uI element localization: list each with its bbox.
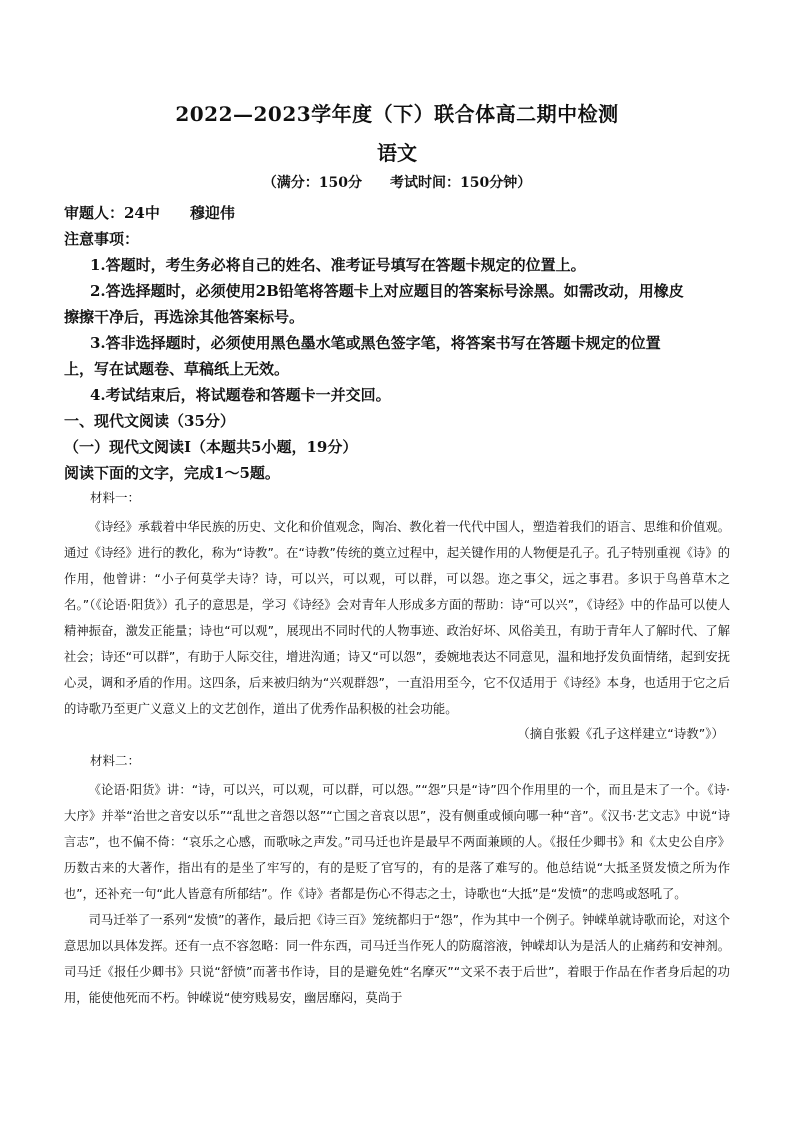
score-time-line xyxy=(0,172,794,192)
reviewer-name: 穆迎伟 xyxy=(189,204,235,222)
note-item-4: 4.考试结束后，将试题卷和答题卡一并交回。 xyxy=(90,386,391,404)
exam-time: 考试时间：150分钟） xyxy=(390,175,532,191)
section-subheading: （一）现代文阅读Ⅰ（本题共5小题，19分） xyxy=(64,438,358,456)
material-1-source: （摘自张毅《孔子这样建立“诗教”》） xyxy=(517,726,724,741)
note-item-2-line-1: 2.答选择题时，必须使用2B铅笔将答题卡上对应题目的答案标号涂黑。如需改动，用橡皮 xyxy=(90,282,684,300)
note-item-1: 1.答题时，考生务必将自己的姓名、准考证号填写在答题卡规定的位置上。 xyxy=(90,256,586,274)
section-heading: 一、现代文阅读（35分） xyxy=(64,412,235,430)
full-score: （满分：150分 xyxy=(262,175,362,191)
notes-heading: 注意事项： xyxy=(64,230,140,248)
reviewer-line xyxy=(64,202,235,223)
material-1-paragraph: 《诗经》承载着中华民族的历史、文化和价值观念，陶冶、教化着一代代中国人，塑造着我们的语言、思维和价值观。通过《诗经》进行的教化，称为“诗教”。在“诗教”传统的奠立过程中，起关键作用的人物便是孔子。孔子特别重视《诗》的作用，他曾讲：“小子何莫学夫诗？诗，可以兴，可以观，可以群，可以怨。迩之事父，远之事君。多识于鸟兽草木之名。”（《论语·阳货》）孔子的意思是，学习《诗经》会对青年人形成多方面的帮助：诗“可以兴”，《诗经》中的作品可以使人精神振奋，激发正能量；诗也“可以观”，展现出不同时代的人物事迹、政治好坏、风俗美丑，有助于青年人了解时代、了解社会；诗还“可以群”，有助于人际交往，增进沟通；诗又“可以怨”，委婉地表达不同意见，温和地抒发负面情绪，起到安抚心灵，调和矛盾的作用。这四条，后来被归纳为“兴观群怨”，一直沿用至今，它不仅适用于《诗经》本身，也适用于它之后的诗歌乃至更广义意义上的文艺创作，道出了优秀作品积极的社会功能。 xyxy=(64,520,730,716)
material-1-label: 材料一： xyxy=(90,490,141,505)
material-2-label: 材料二： xyxy=(90,753,141,768)
subject-title: 语文 xyxy=(377,141,417,165)
material-2-body xyxy=(64,777,730,1011)
note-item-2-line-2: 擦擦干净后，再选涂其他答案标号。 xyxy=(64,308,305,326)
material-2-paragraph-2: 司马迁举了一系列“发愤”的著作，最后把《诗三百》笼统都归于“怨”，作为其中一个例子。钟嵘单就诗歌而论，对这个意思加以具体发挥。还有一点不容忽略：同一件东西，司马迁当作死人的防腐溶液，钟嵘却认为是活人的止痛药和安神剂。司马迁《报任少卿书》只说“舒愤”而著书作诗，目的是避免姓“名摩灭”“文采不表于后世”，着眼于作品在作者身后起的功用，能使他死而不朽。钟嵘说“使穷贱易安，幽居靡闷，莫尚于 xyxy=(64,913,730,1005)
material-1-body xyxy=(64,514,730,722)
material-2-paragraph-1: 《论语·阳货》讲：“诗，可以兴，可以观，可以群，可以怨。”“怨”只是“诗”四个作用里的一个，而且是末了一个。《诗·大序》并举“治世之音安以乐”“乱世之音怨以怒”“亡国之音哀以思”，没有侧重或倾向哪一种“音”。《汉书·艺文志》中说“诗言志”，也不偏不倚：“哀乐之心感，而歌咏之声发。”司马迁也许是最早不两面兼顾的人。《报任少卿书》和《太史公自序》历数古来的大著作，指出有的是坐了牢写的，有的是贬了官写的，有的是落了难写的。他总结说“大抵圣贤发愤之所为作也”，还补充一句“此人皆意有所郁结”。作《诗》者都是伤心不得志之士，诗歌也“大抵”是“发愤”的悲鸣或怒吼了。 xyxy=(64,783,730,901)
section-instruction: 阅读下面的文字，完成1～5题。 xyxy=(64,464,280,482)
exam-title: 2022—2023学年度（下）联合体高二期中检测 xyxy=(175,102,619,126)
reviewer-label: 审题人：24中 xyxy=(64,204,160,222)
note-item-3-line-1: 3.答非选择题时，必须使用黑色墨水笔或黑色签字笔，将答案书写在答题卡规定的位置 xyxy=(90,334,661,352)
note-item-3-line-2: 上，写在试题卷、草稿纸上无效。 xyxy=(64,360,290,378)
